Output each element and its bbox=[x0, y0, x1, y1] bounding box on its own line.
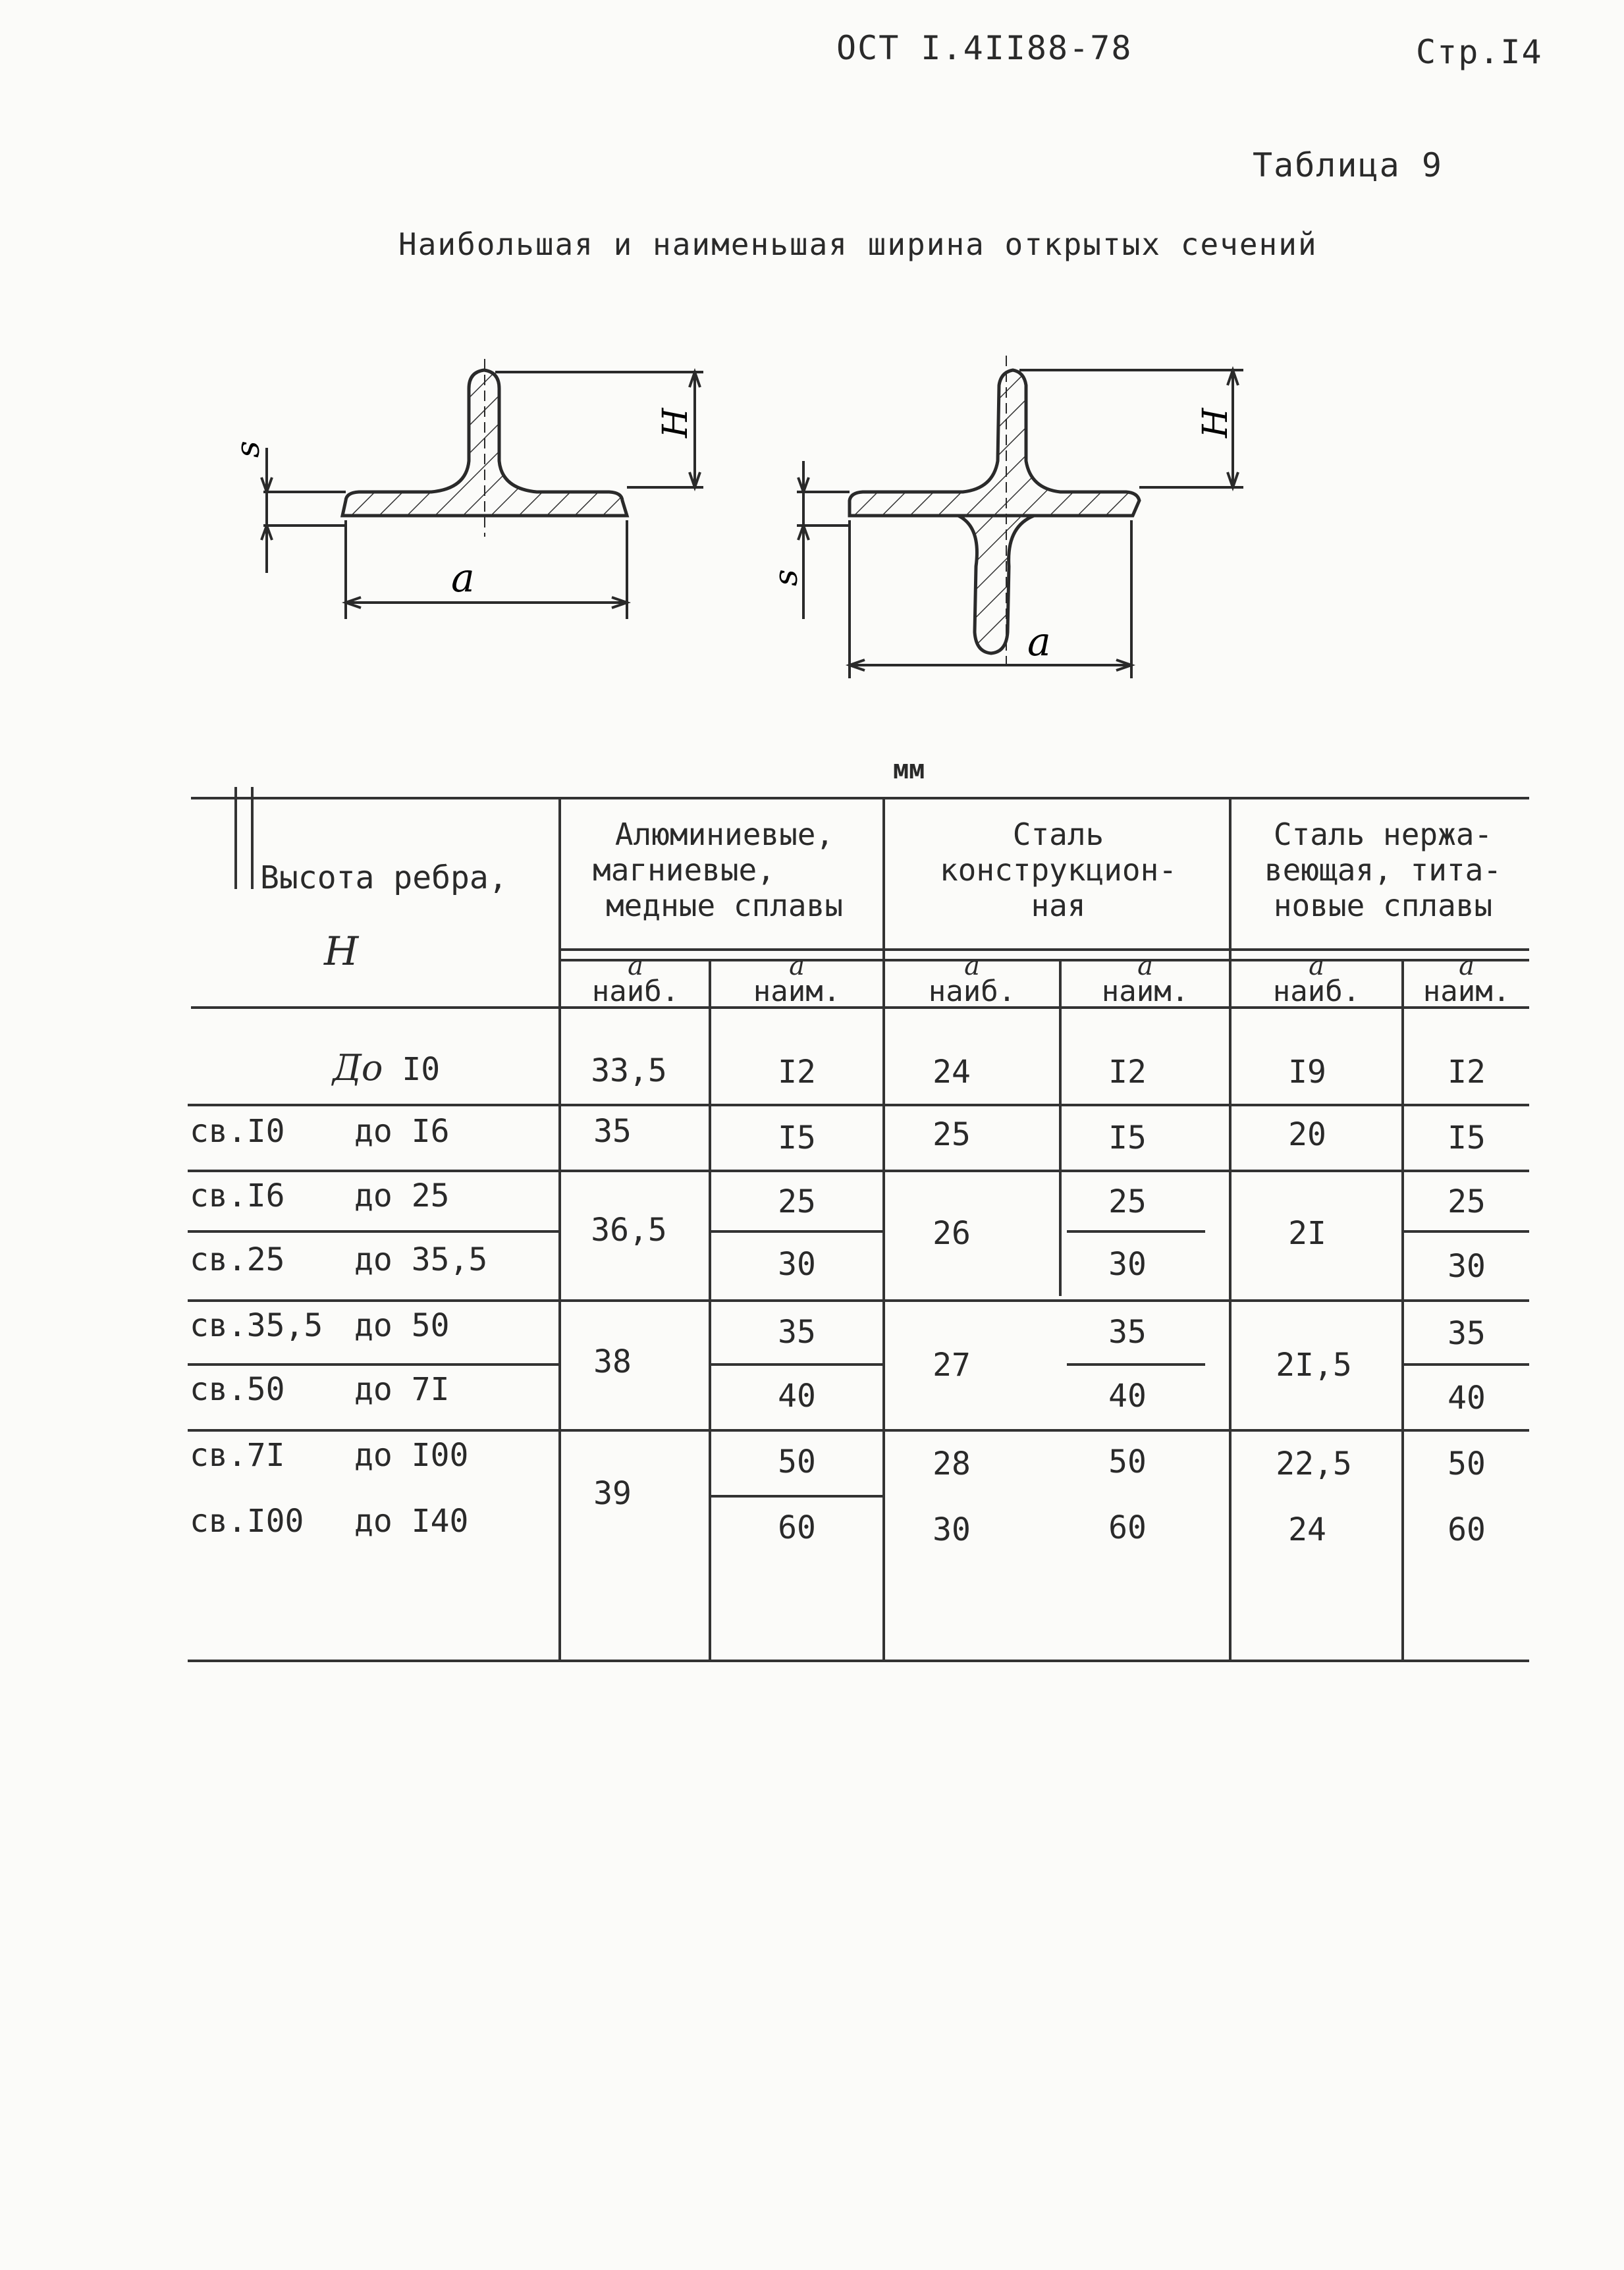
sub-label: наим. bbox=[753, 975, 841, 1008]
alloy-max-value: 39 bbox=[593, 1475, 632, 1512]
alloy-max-value: 35 bbox=[593, 1113, 632, 1150]
alloy-header-line: Алюминиевые, bbox=[614, 817, 834, 852]
row-label: св.I00 до I40 bbox=[190, 1503, 469, 1540]
alloy-header-line: медные сплавы bbox=[605, 888, 844, 923]
alloy-min-header bbox=[711, 951, 882, 1008]
row-label: св.50 до 7I bbox=[190, 1371, 450, 1408]
steel-min-value: 25 bbox=[1108, 1183, 1147, 1220]
alloy-max-value: 33,5 bbox=[591, 1052, 667, 1089]
sub-label: наим. bbox=[1422, 975, 1511, 1008]
stainless-min-value: 35 bbox=[1448, 1315, 1486, 1352]
t-section-label-a: a bbox=[451, 555, 475, 601]
stainless-header-line: Сталь нержа- bbox=[1273, 817, 1493, 852]
stainless-max-header bbox=[1232, 951, 1401, 1008]
steel-min-value: 40 bbox=[1108, 1378, 1147, 1415]
alloy-min-value: 60 bbox=[778, 1509, 816, 1546]
row-label: До I0 bbox=[333, 1047, 441, 1089]
stainless-min-value: 60 bbox=[1448, 1511, 1486, 1548]
sub-symbol: a bbox=[1459, 951, 1475, 981]
stainless-max-value: 22,5 bbox=[1276, 1446, 1352, 1482]
alloy-column-header bbox=[566, 817, 882, 923]
row-label: св.25 до 35,5 bbox=[190, 1241, 488, 1278]
stainless-column-header bbox=[1235, 817, 1531, 923]
table-number: Таблица 9 bbox=[1253, 146, 1443, 184]
stainless-min-header bbox=[1404, 951, 1529, 1008]
steel-max-value: 26 bbox=[933, 1215, 971, 1252]
steel-max-value: 25 bbox=[933, 1116, 971, 1153]
stainless-min-value: 50 bbox=[1448, 1446, 1486, 1482]
cross-section-label-s: s bbox=[767, 569, 805, 586]
alloy-header-line: магниевые, bbox=[593, 852, 775, 888]
stainless-min-value: 25 bbox=[1448, 1183, 1486, 1220]
steel-min-value: 35 bbox=[1108, 1314, 1147, 1351]
alloy-min-value: I5 bbox=[778, 1120, 816, 1156]
height-symbol: H bbox=[324, 929, 359, 975]
t-section-label-s: s bbox=[229, 441, 267, 458]
alloy-max-value: 38 bbox=[593, 1343, 632, 1380]
sub-symbol: a bbox=[628, 951, 643, 981]
alloy-min-value: 25 bbox=[778, 1183, 816, 1220]
sub-label: наиб. bbox=[591, 975, 680, 1008]
sub-label: наим. bbox=[1101, 975, 1189, 1008]
alloy-max-value: 36,5 bbox=[591, 1212, 667, 1249]
steel-max-value: 27 bbox=[933, 1347, 971, 1384]
row-label: св.I0 до I6 bbox=[190, 1113, 450, 1150]
steel-header-line: Сталь bbox=[1012, 817, 1104, 852]
units-label: мм bbox=[893, 755, 925, 785]
sub-symbol: a bbox=[789, 951, 805, 981]
stainless-header-line: веющая, тита- bbox=[1264, 852, 1502, 888]
steel-max-header bbox=[886, 951, 1058, 1008]
row-label: св.I6 до 25 bbox=[190, 1177, 450, 1214]
alloy-min-value: 35 bbox=[778, 1314, 816, 1351]
stainless-max-value: 20 bbox=[1288, 1116, 1326, 1153]
table-title: Наибольшая и наименьшая ширина открытых сечений bbox=[398, 227, 1318, 262]
stainless-max-value: 2I,5 bbox=[1276, 1347, 1352, 1384]
steel-max-value: 30 bbox=[933, 1511, 971, 1548]
steel-column-header bbox=[890, 817, 1226, 923]
row-label: св.35,5 до 50 bbox=[190, 1307, 450, 1344]
stainless-max-value: 2I bbox=[1288, 1215, 1326, 1252]
document-code: ОСТ I.4II88-78 bbox=[836, 29, 1133, 67]
steel-min-value: 30 bbox=[1108, 1246, 1147, 1283]
alloy-min-value: 50 bbox=[778, 1444, 816, 1480]
alloy-min-value: 30 bbox=[778, 1246, 816, 1283]
steel-header-line: конструкцион- bbox=[939, 852, 1177, 888]
sub-symbol: a bbox=[964, 951, 980, 981]
steel-min-value: I2 bbox=[1108, 1054, 1147, 1091]
stainless-min-value: 40 bbox=[1448, 1380, 1486, 1417]
stainless-min-value: I5 bbox=[1448, 1120, 1486, 1156]
stainless-min-value: 30 bbox=[1448, 1248, 1486, 1285]
sub-symbol: a bbox=[1309, 951, 1324, 981]
stainless-min-value: I2 bbox=[1448, 1054, 1486, 1091]
row-label: св.7I до I00 bbox=[190, 1437, 469, 1474]
alloy-min-value: 40 bbox=[778, 1378, 816, 1415]
height-column-header: Высота ребра, bbox=[260, 859, 508, 896]
stainless-header-line: новые сплавы bbox=[1273, 888, 1493, 923]
steel-min-header bbox=[1062, 951, 1229, 1008]
cross-section-label-h: H bbox=[1196, 408, 1235, 438]
alloy-max-header bbox=[563, 951, 708, 1008]
steel-min-value: 50 bbox=[1108, 1444, 1147, 1480]
steel-max-value: 28 bbox=[933, 1446, 971, 1482]
stainless-max-value: I9 bbox=[1288, 1054, 1326, 1091]
steel-min-value: I5 bbox=[1108, 1120, 1147, 1156]
steel-header-line: ная bbox=[1031, 888, 1086, 923]
t-section-label-h: H bbox=[656, 408, 695, 438]
sub-symbol: a bbox=[1137, 951, 1153, 981]
sub-label: наиб. bbox=[1272, 975, 1361, 1008]
alloy-min-value: I2 bbox=[778, 1054, 816, 1091]
steel-max-value: 24 bbox=[933, 1054, 971, 1091]
steel-min-value: 60 bbox=[1108, 1509, 1147, 1546]
stainless-max-value: 24 bbox=[1288, 1511, 1326, 1548]
page-number: Стр.I4 bbox=[1416, 33, 1543, 71]
sub-label: наиб. bbox=[928, 975, 1016, 1008]
cross-section-label-a: a bbox=[1027, 619, 1051, 665]
